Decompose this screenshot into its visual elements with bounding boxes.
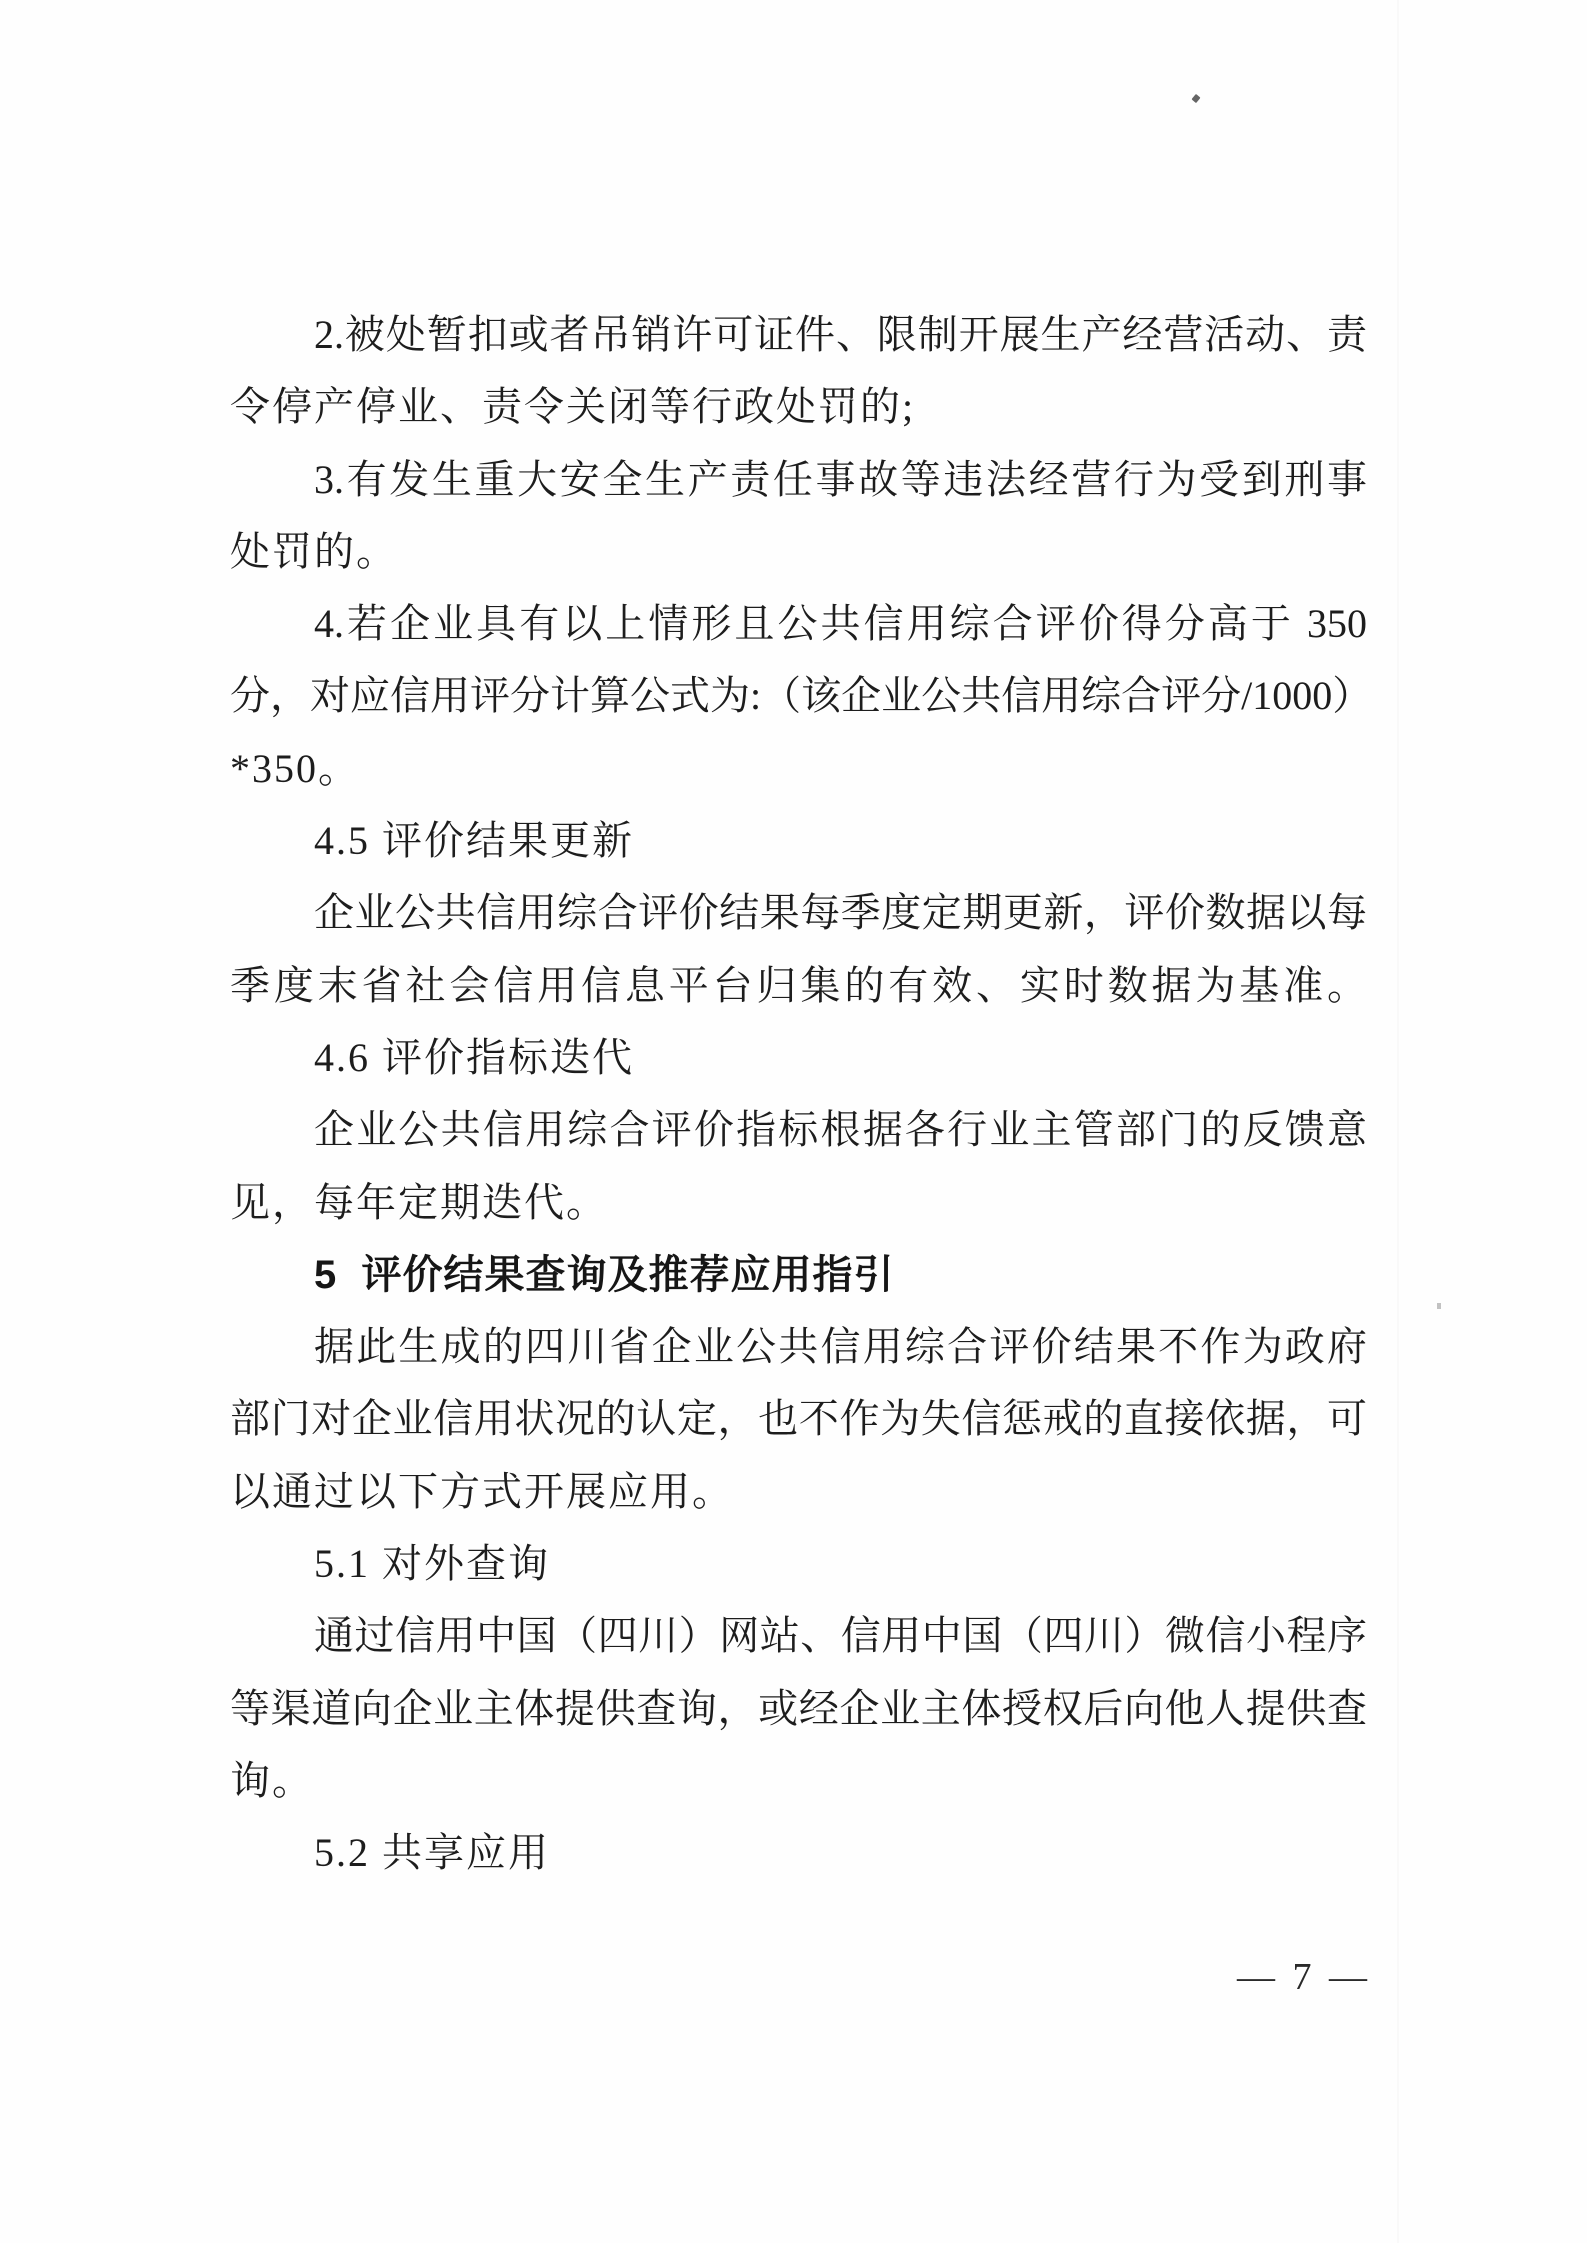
text-line: 5.1 对外查询 [314,1541,550,1587]
text-line: *350。 [230,745,360,791]
text-line: 4.若企业具有以上情形且公共信用综合评价得分高于 350 [314,601,1367,647]
text-line: 分，对应信用评分计算公式为:（该企业公共信用综合评分/1000） [230,673,1373,719]
scan-streak [1397,0,1399,2243]
text-line: 以通过以下方式开展应用。 [230,1468,734,1514]
text-line: 处罚的。 [230,528,398,574]
text-line: 5.2 共享应用 [314,1830,550,1876]
text-line: 3.有发生重大安全生产责任事故等违法经营行为受到刑事 [314,456,1367,502]
text-line: 等渠道向企业主体提供查询，或经企业主体授权后向他人提供查 [230,1685,1367,1731]
text-line: 据此生成的四川省企业公共信用综合评价结果不作为政府 [314,1324,1367,1370]
scan-speck [1437,1303,1441,1309]
text-line: 季度末省社会信用信息平台归集的有效、实时数据为基准。 [230,962,1367,1008]
scan-speck [628,1352,633,1357]
scan-speck [1191,94,1200,103]
section-heading: 5 评价结果查询及推荐应用指引 [314,1252,895,1297]
page-number: — 7 — [1237,1956,1371,1998]
text-line: 通过信用中国（四川）网站、信用中国（四川）微信小程序 [314,1613,1367,1659]
text-line: 4.5 评价结果更新 [314,818,634,864]
text-line: 见，每年定期迭代。 [230,1179,608,1225]
text-line: 4.6 评价指标迭代 [314,1034,634,1080]
text-line: 2.被处暂扣或者吊销许可证件、限制开展生产经营活动、责 [314,312,1367,357]
text-line: 企业公共信用综合评价指标根据各行业主管部门的反馈意 [314,1107,1367,1153]
text-line: 企业公共信用综合评价结果每季度定期更新，评价数据以每 [314,890,1367,936]
document-lines [230,299,1373,1890]
text-line: 令停产停业、责令关闭等行政处罚的; [230,384,916,430]
text-line: 部门对企业信用状况的认定，也不作为失信惩戒的直接依据，可 [230,1396,1367,1442]
text-line: 询。 [230,1757,314,1803]
